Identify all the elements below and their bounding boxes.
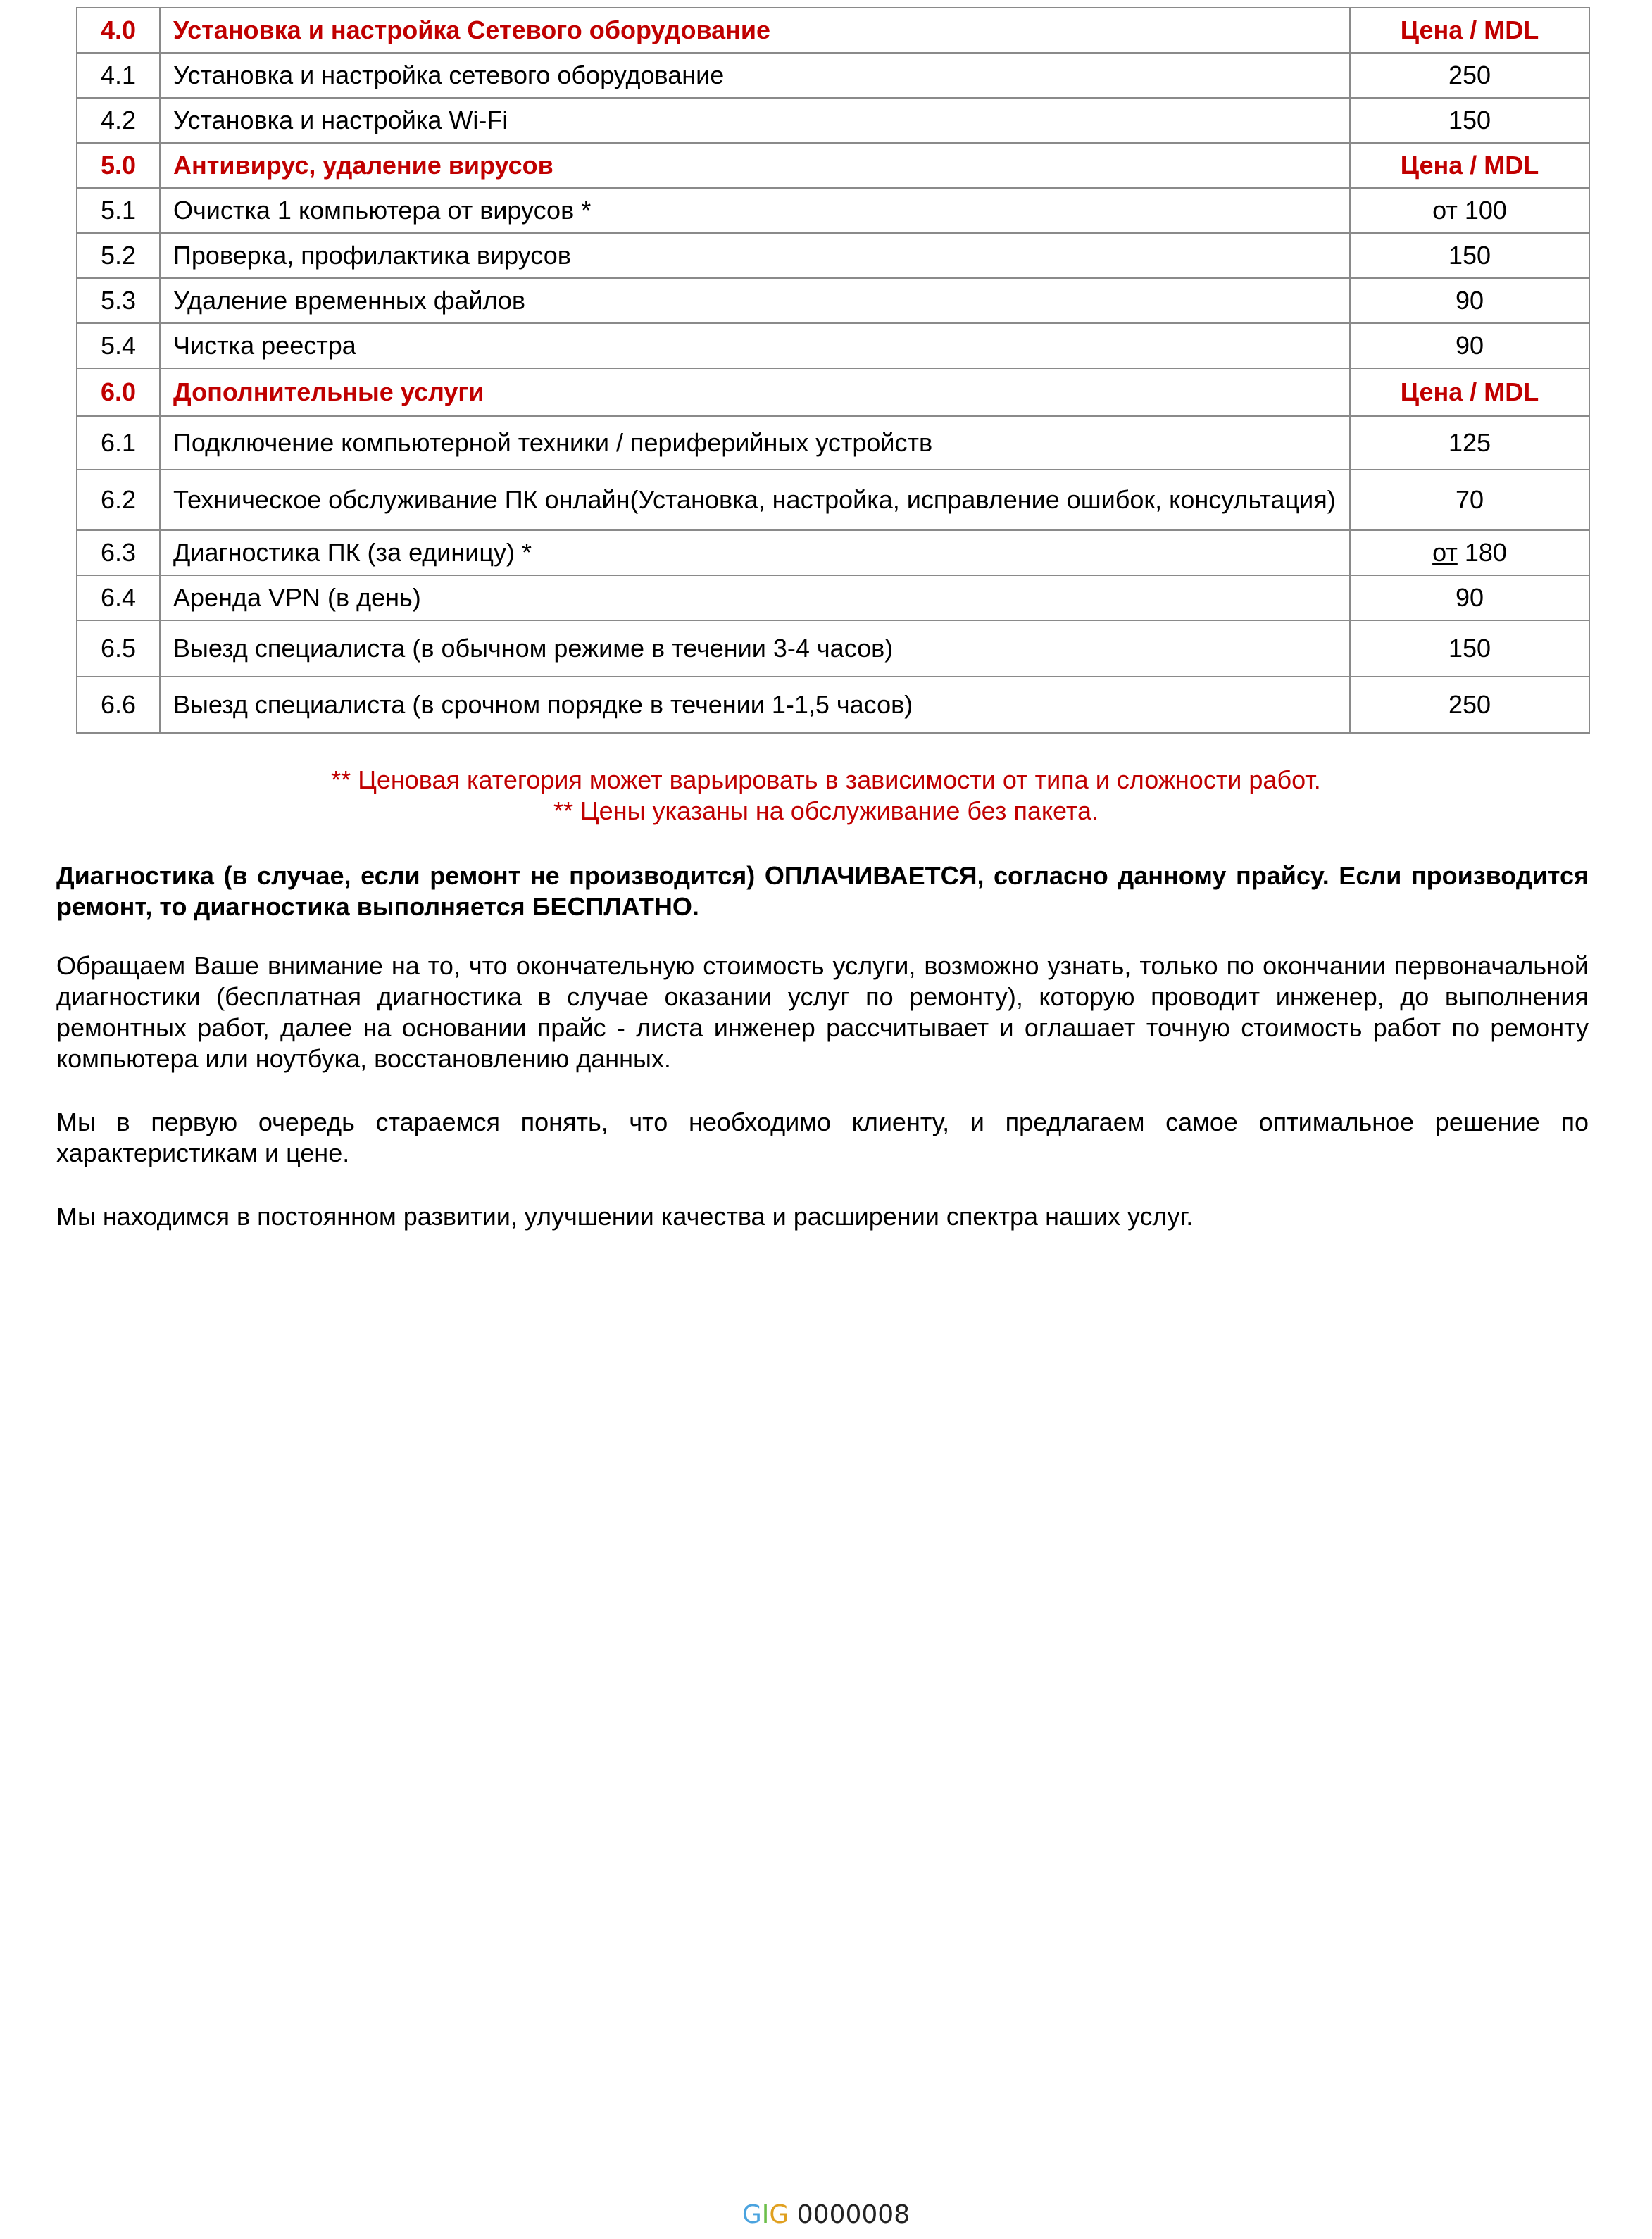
- development-paragraph: Мы находимся в постоянном развитии, улучшении качества и расширении спектра наших услуг.: [56, 1202, 1194, 1231]
- document-code: 0000008: [789, 2200, 911, 2229]
- service-name: Очистка 1 компьютера от вирусов *: [160, 188, 1350, 233]
- footer-logo: GIG: [741, 2200, 789, 2229]
- service-price: 150: [1350, 233, 1589, 278]
- service-price: 70: [1350, 470, 1589, 530]
- price-header: Цена / MDL: [1350, 143, 1589, 188]
- table-row: [77, 575, 1589, 620]
- service-name: Диагностика ПК (за единицу) *: [160, 530, 1350, 575]
- service-price: от 100: [1350, 188, 1589, 233]
- row-number: 5.1: [77, 188, 160, 233]
- section-row-4: [77, 8, 1589, 53]
- section-row-5: [77, 143, 1589, 188]
- table-row: [77, 620, 1589, 677]
- section-title: Установка и настройка Сетевого оборудование: [160, 8, 1350, 53]
- section-row-6: [77, 368, 1589, 416]
- service-name: Чистка реестра: [160, 323, 1350, 368]
- row-number: 5.2: [77, 233, 160, 278]
- service-name: Подключение компьютерной техники / периферийных устройств: [160, 416, 1350, 470]
- price-notes: [0, 765, 1652, 827]
- price-header: Цена / MDL: [1350, 368, 1589, 416]
- row-number: 4.2: [77, 98, 160, 143]
- service-price: 90: [1350, 278, 1589, 323]
- table-row: [77, 278, 1589, 323]
- service-price: 125: [1350, 416, 1589, 470]
- table-row: [77, 323, 1589, 368]
- final-cost-paragraph: Обращаем Ваше внимание на то, что окончательную стоимость услуги, возможно узнать, только по окончании первоначальной диагностики (бесплатная диагностика в случае оказании услуг по ремонту), которую проводит инженер, до выполнения ремонтных работ, далее на основании прайс - листа инженер рассчитывает и оглашает точную стоимость работ по ремонту компьютера или ноутбука, восстановлению данных.: [56, 951, 1589, 1073]
- price-header: Цена / MDL: [1350, 8, 1589, 53]
- row-number: 6.4: [77, 575, 160, 620]
- service-price: 90: [1350, 575, 1589, 620]
- service-price: [1350, 530, 1589, 575]
- service-price: 150: [1350, 98, 1589, 143]
- table-row: [77, 470, 1589, 530]
- service-name: Удаление временных файлов: [160, 278, 1350, 323]
- service-name: Установка и настройка сетевого оборудование: [160, 53, 1350, 98]
- row-number: 6.1: [77, 416, 160, 470]
- note-price-category: ** Ценовая категория может варьировать в зависимости от типа и сложности работ.: [331, 765, 1321, 794]
- row-number: 5.4: [77, 323, 160, 368]
- client-needs-paragraph: Мы в первую очередь стараемся понять, что необходимо клиенту, и предлагаем самое оптимальное решение по характеристикам и цене.: [56, 1108, 1589, 1167]
- section-title: Дополнительные услуги: [160, 368, 1350, 416]
- row-number: 4.1: [77, 53, 160, 98]
- table-row: [77, 530, 1589, 575]
- price-prefix: от: [1432, 538, 1458, 567]
- row-number: 6.2: [77, 470, 160, 530]
- row-number: 6.6: [77, 677, 160, 733]
- note-without-package: ** Цены указаны на обслуживание без пакета.: [553, 796, 1099, 825]
- service-name: Выезд специалиста (в срочном порядке в течении 1-1,5 часов): [160, 677, 1350, 733]
- section-title: Антивирус, удаление вирусов: [160, 143, 1350, 188]
- row-number: 6.5: [77, 620, 160, 677]
- service-name: Выезд специалиста (в обычном режиме в течении 3-4 часов): [160, 620, 1350, 677]
- row-number: 6.0: [77, 368, 160, 416]
- row-number: 5.0: [77, 143, 160, 188]
- table-row: [77, 53, 1589, 98]
- row-number: 4.0: [77, 8, 160, 53]
- service-price: 250: [1350, 677, 1589, 733]
- price-value: 180: [1464, 538, 1507, 567]
- table-row: [77, 677, 1589, 733]
- service-name: Аренда VPN (в день): [160, 575, 1350, 620]
- table-row: [77, 98, 1589, 143]
- service-name: Установка и настройка Wi-Fi: [160, 98, 1350, 143]
- price-table: [76, 7, 1590, 734]
- service-price: 250: [1350, 53, 1589, 98]
- row-number: 5.3: [77, 278, 160, 323]
- service-name: Техническое обслуживание ПК онлайн(Установка, настройка, исправление ошибок, консультация): [160, 470, 1350, 530]
- table-row: [77, 416, 1589, 470]
- service-name: Проверка, профилактика вирусов: [160, 233, 1350, 278]
- table-row: [77, 188, 1589, 233]
- service-price: 90: [1350, 323, 1589, 368]
- diagnostics-paragraph: Диагностика (в случае, если ремонт не производится) ОПЛАЧИВАЕТСЯ, согласно данному прайсу. Если производится ремонт, то диагностика выполняется БЕСПЛАТНО.: [56, 861, 1589, 921]
- document-footer: [0, 2200, 1652, 2231]
- service-price: 150: [1350, 620, 1589, 677]
- table-row: [77, 233, 1589, 278]
- row-number: 6.3: [77, 530, 160, 575]
